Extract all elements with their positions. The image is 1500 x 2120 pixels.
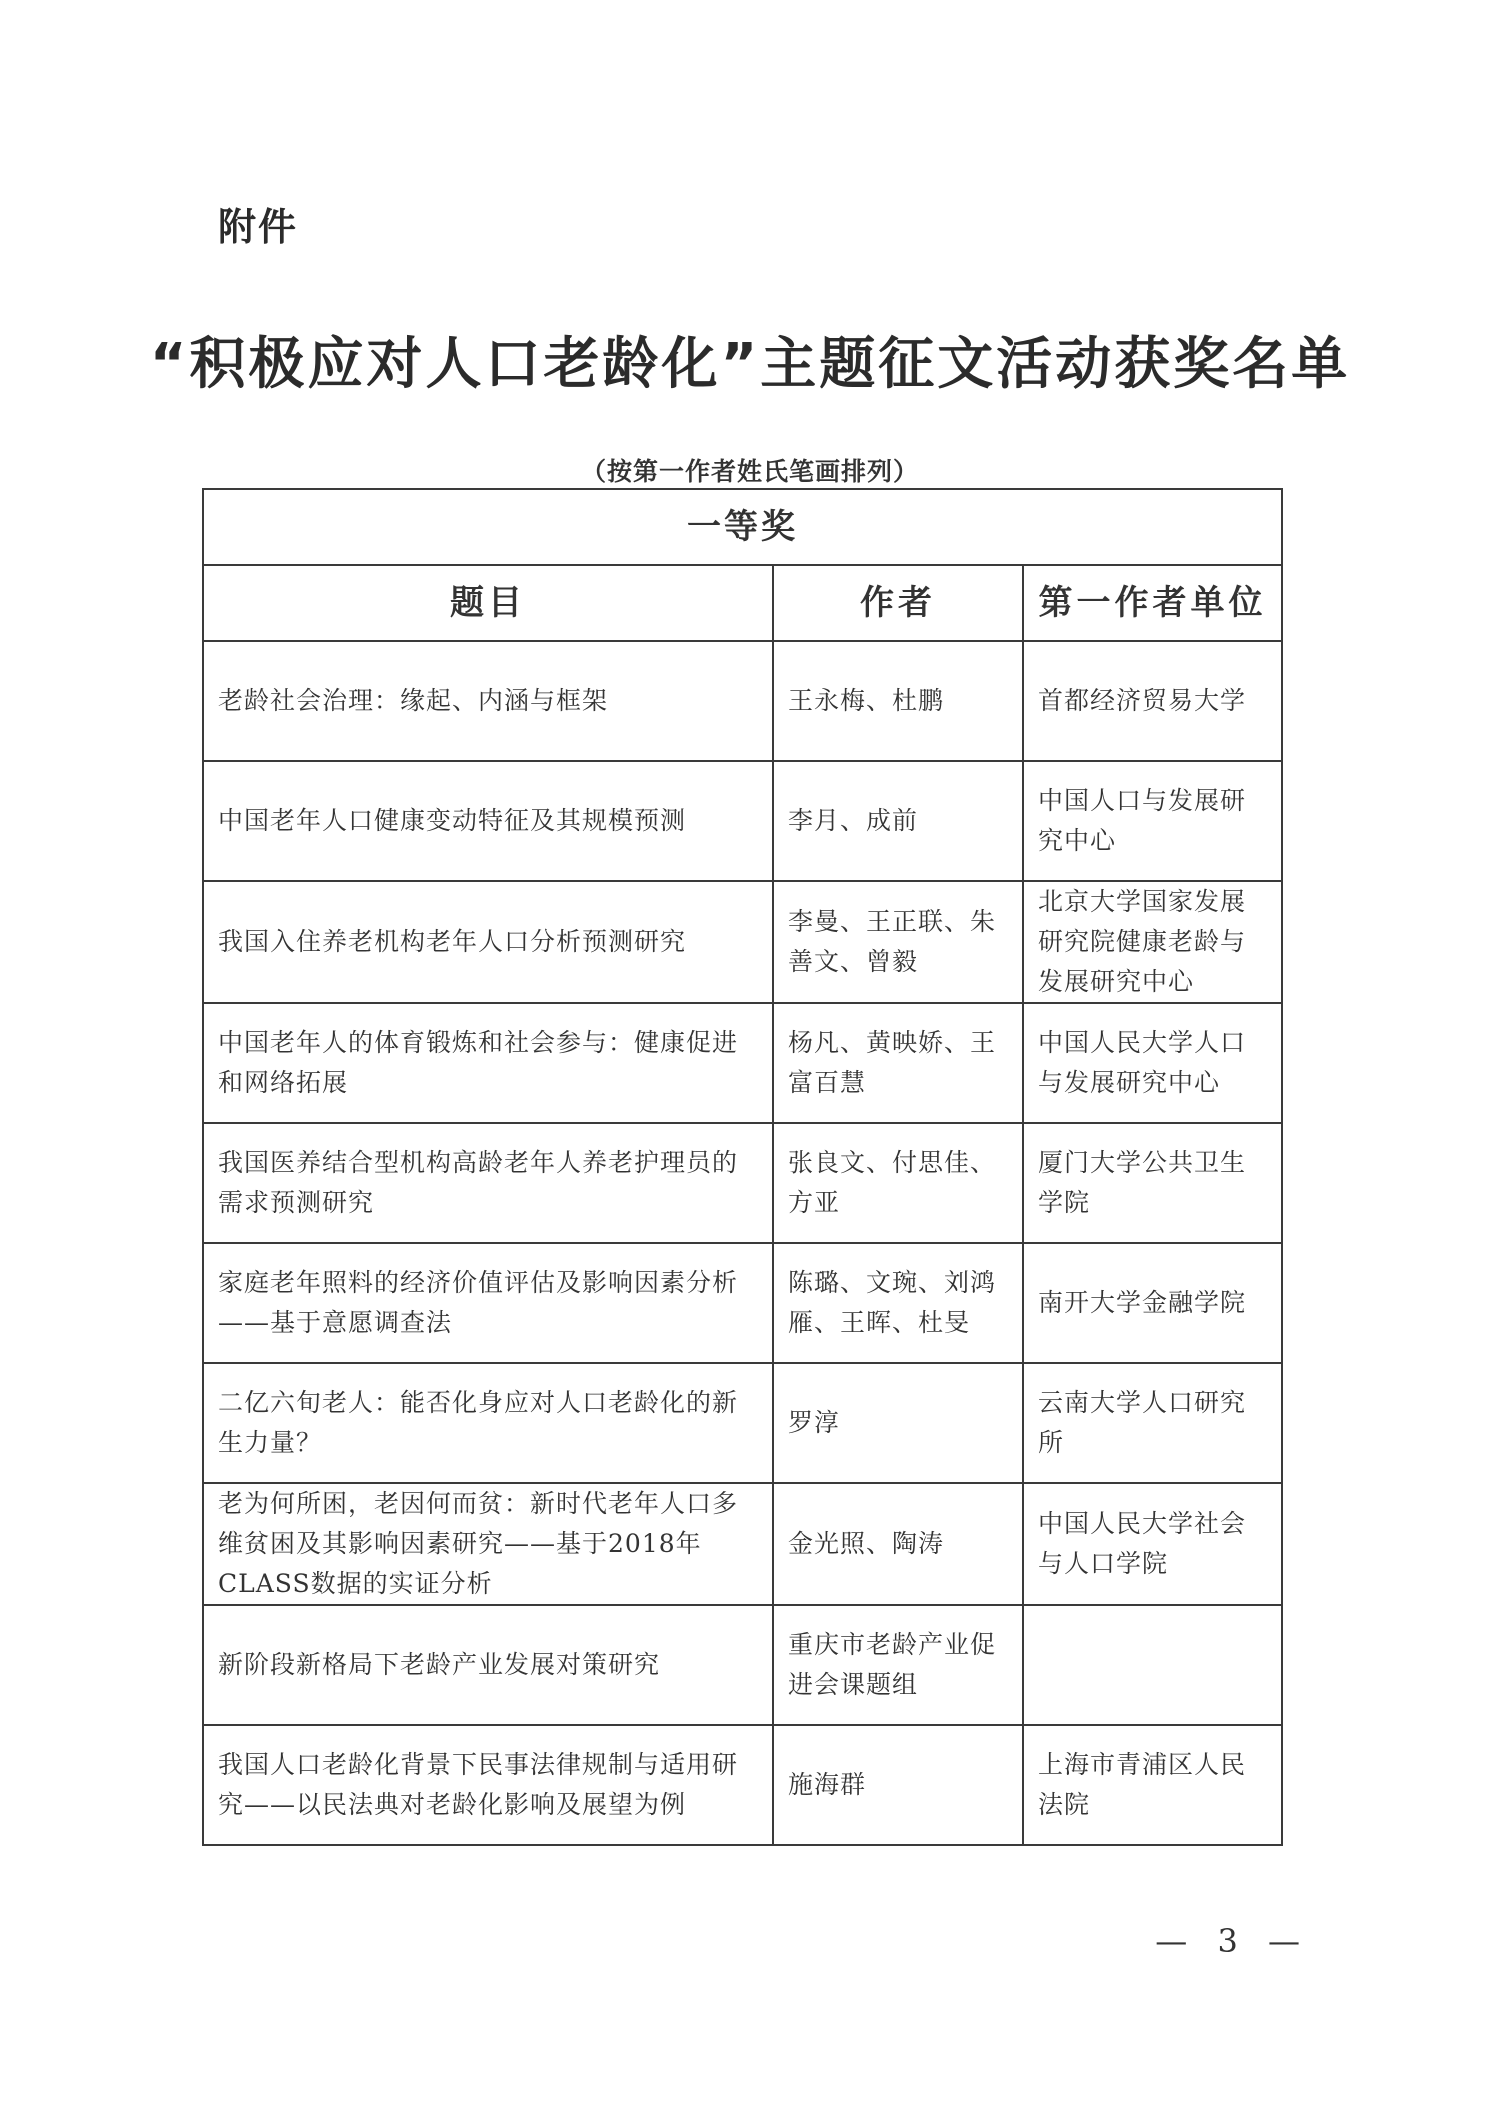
cell-unit: 中国人民大学社会与人口学院: [1023, 1483, 1282, 1605]
table-row: [203, 1363, 1282, 1483]
cell-title: 我国医养结合型机构高龄老年人养老护理员的需求预测研究: [203, 1123, 773, 1243]
table-row: [203, 1483, 1282, 1605]
cell-title: 新阶段新格局下老龄产业发展对策研究: [203, 1605, 773, 1725]
document-title: “积极应对人口老龄化”主题征文活动获奖名单: [149, 332, 1351, 397]
table-row: [203, 1123, 1282, 1243]
cell-title: 老为何所困，老因何而贫：新时代老年人口多维贫困及其影响因素研究——基于2018年CLASS数据的实证分析: [203, 1483, 773, 1605]
award-level-row: [203, 489, 1282, 565]
award-table: [202, 488, 1283, 1846]
cell-unit: 南开大学金融学院: [1023, 1243, 1282, 1363]
page-number: — 3 —: [1155, 1922, 1310, 1960]
cell-unit: 厦门大学公共卫生学院: [1023, 1123, 1282, 1243]
cell-authors: 金光照、陶涛: [773, 1483, 1023, 1605]
document-subtitle: （按第一作者姓氏笔画排列）: [580, 457, 919, 486]
cell-title: 中国老年人口健康变动特征及其规模预测: [203, 761, 773, 881]
cell-authors: 重庆市老龄产业促进会课题组: [773, 1605, 1023, 1725]
cell-unit: 云南大学人口研究所: [1023, 1363, 1282, 1483]
cell-authors: 施海群: [773, 1725, 1023, 1845]
cell-authors: 杨凡、黄映娇、王富百慧: [773, 1003, 1023, 1123]
cell-unit: 上海市青浦区人民法院: [1023, 1725, 1282, 1845]
cell-title: 我国人口老龄化背景下民事法律规制与适用研究——以民法典对老龄化影响及展望为例: [203, 1725, 773, 1845]
cell-authors: 李月、成前: [773, 761, 1023, 881]
cell-authors: 王永梅、杜鹏: [773, 641, 1023, 761]
cell-authors: 李曼、王正联、朱善文、曾毅: [773, 881, 1023, 1003]
cell-title: 老龄社会治理：缘起、内涵与框架: [203, 641, 773, 761]
cell-unit: 首都经济贸易大学: [1023, 641, 1282, 761]
cell-title: 二亿六旬老人：能否化身应对人口老龄化的新生力量？: [203, 1363, 773, 1483]
cell-title: 家庭老年照料的经济价值评估及影响因素分析——基于意愿调查法: [203, 1243, 773, 1363]
table-row: [203, 1725, 1282, 1845]
header-authors: 作者: [773, 565, 1023, 641]
header-unit: 第一作者单位: [1023, 565, 1282, 641]
table-row: [203, 641, 1282, 761]
cell-authors: 罗淳: [773, 1363, 1023, 1483]
table-row: [203, 1003, 1282, 1123]
cell-authors: 陈璐、文琬、刘鸿雁、王晖、杜旻: [773, 1243, 1023, 1363]
cell-unit: 中国人口与发展研究中心: [1023, 761, 1282, 881]
cell-unit: [1023, 1605, 1282, 1725]
table-header: [203, 565, 1282, 641]
table-row: [203, 881, 1282, 1003]
table-row: [203, 761, 1282, 881]
cell-authors: 张良文、付思佳、方亚: [773, 1123, 1023, 1243]
cell-unit: 北京大学国家发展研究院健康老龄与发展研究中心: [1023, 881, 1282, 1003]
table-row: [203, 1243, 1282, 1363]
header-title: 题目: [203, 565, 773, 641]
award-level: 一等奖: [203, 489, 1282, 565]
cell-unit: 中国人民大学人口与发展研究中心: [1023, 1003, 1282, 1123]
cell-title: 我国入住养老机构老年人口分析预测研究: [203, 881, 773, 1003]
attachment-label: 附件: [218, 205, 299, 249]
table-row: [203, 1605, 1282, 1725]
cell-title: 中国老年人的体育锻炼和社会参与：健康促进和网络拓展: [203, 1003, 773, 1123]
